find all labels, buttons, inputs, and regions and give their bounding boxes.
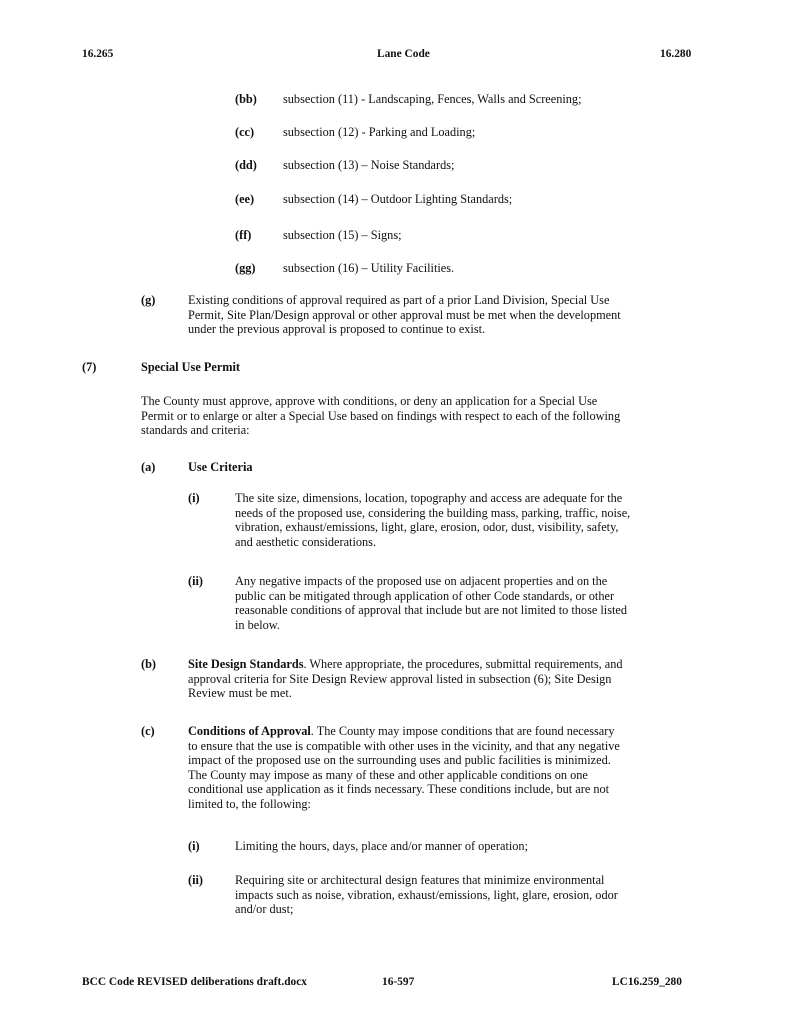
item-b-title: Site Design Standards: [188, 657, 304, 671]
list-item-text: subsection (12) - Parking and Loading;: [283, 125, 476, 139]
item-c-text: Conditions of Approval. The County may impose conditions that are found necessary to ensure that the use is compatible with other uses in the vicinity, and that any negative impact of the proposed use on the surrounding uses and public facilities is minimized. The County may impose as many of these and other applicable conditions on one conditional use application as it finds necessary. These conditions include, but are not limited to, the following:: [188, 724, 620, 811]
item-g-text: Existing conditions of approval required as part of a prior Land Division, Special Use Permit, Site Plan/Design approval or other approval must be met when the development under the previous approval is proposed to continue to exist.: [188, 293, 621, 337]
section-7-label: (7): [82, 360, 97, 374]
item-c-ii-label: (ii): [188, 873, 204, 887]
footer-left: BCC Code REVISED deliberations draft.docx: [82, 976, 307, 988]
section-7-intro: The County must approve, approve with conditions, or deny an application for a Special Use Permit or to enlarge or alter a Special Use based on findings with respect to each of the following standards and criteria:: [141, 394, 621, 438]
list-item-label: (cc): [235, 125, 255, 139]
footer-right: LC16.259_280: [612, 976, 682, 988]
header-left: 16.265: [82, 48, 114, 60]
list-item-label: (ee): [235, 192, 255, 206]
item-a-i-text: The site size, dimensions, location, topography and access are adequate for the needs of the proposed use, considering the building mass, parking, traffic, noise, vibration, exhaust/emissions, light, glare, erosion, odor, dust, visibility, safety, and aesthetic considerations.: [235, 491, 631, 549]
list-item-text: subsection (16) – Utility Facilities.: [283, 261, 455, 275]
list-item-text: subsection (13) – Noise Standards;: [283, 158, 455, 172]
item-a-title: Use Criteria: [188, 460, 253, 474]
list-item-label: (ff): [235, 228, 252, 242]
list-item-label: (dd): [235, 158, 257, 172]
item-a-ii-label: (ii): [188, 574, 204, 588]
item-c-title: Conditions of Approval: [188, 724, 311, 738]
list-item-label: (bb): [235, 92, 257, 106]
list-item-text: subsection (15) – Signs;: [283, 228, 402, 242]
item-b-text: Site Design Standards. Where appropriate, the procedures, submittal requirements, and approval criteria for Site Design Review approval listed in subsection (6); Site Design Review must be met.: [188, 657, 623, 701]
item-b-label: (b): [141, 657, 157, 671]
item-c-i-text: Limiting the hours, days, place and/or manner of operation;: [235, 839, 528, 853]
section-7-title: Special Use Permit: [141, 360, 241, 374]
item-a-label: (a): [141, 460, 156, 474]
header-center: Lane Code: [377, 48, 430, 60]
footer-center: 16-597: [382, 976, 415, 988]
item-a-i-label: (i): [188, 491, 200, 505]
list-item-text: subsection (14) – Outdoor Lighting Standards;: [283, 192, 513, 206]
item-a-ii-text: Any negative impacts of the proposed use on adjacent properties and on the public can be mitigated through application of other Code standards, or other reasonable conditions of approval that include but are not limited to those listed in below.: [235, 574, 628, 632]
item-c-label: (c): [141, 724, 155, 738]
list-item-label: (gg): [235, 261, 256, 275]
header-right: 16.280: [660, 48, 692, 60]
item-c-i-label: (i): [188, 839, 200, 853]
item-c-ii-text: Requiring site or architectural design features that minimize environmental impacts such as noise, vibration, exhaust/emissions, light, glare, erosion, odor and/or dust;: [235, 873, 618, 917]
item-g-label: (g): [141, 293, 156, 307]
list-item-text: subsection (11) - Landscaping, Fences, Walls and Screening;: [283, 92, 582, 106]
